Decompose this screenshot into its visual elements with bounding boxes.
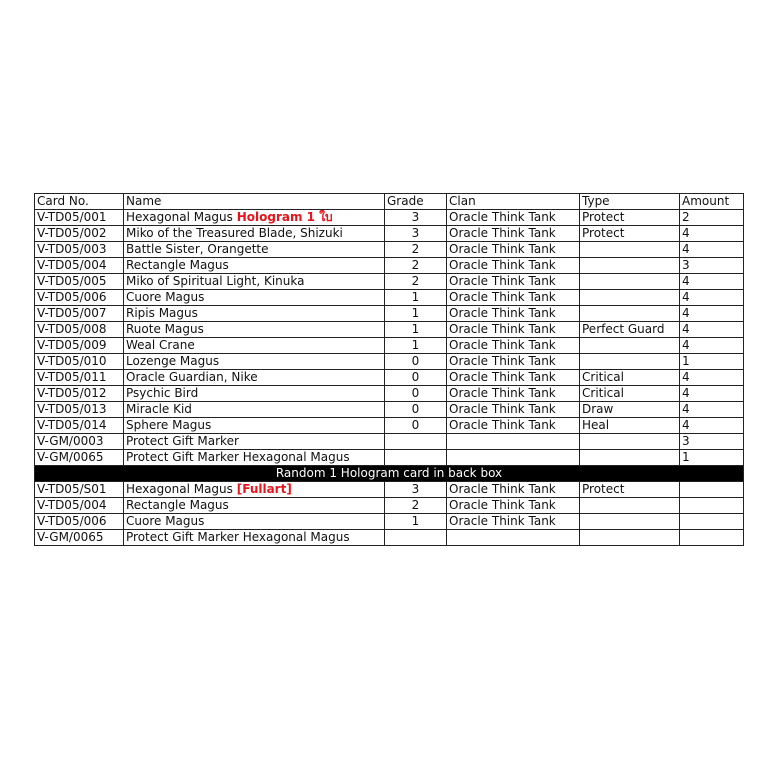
card-name: Miko of Spiritual Light, Kinuka xyxy=(126,274,305,288)
cell-name xyxy=(124,210,385,226)
cell-card-no: V-TD05/013 xyxy=(35,402,124,418)
cell-grade xyxy=(385,530,447,546)
banner-text: Random 1 Hologram card in back box xyxy=(35,466,744,482)
cell-name xyxy=(124,306,385,322)
card-name: Rectangle Magus xyxy=(126,258,229,272)
cell-clan: Oracle Think Tank xyxy=(447,338,580,354)
cell-name xyxy=(124,338,385,354)
cell-card-no: V-TD05/012 xyxy=(35,386,124,402)
cell-grade: 0 xyxy=(385,386,447,402)
table-row xyxy=(35,226,744,242)
cell-amount: 4 xyxy=(680,386,744,402)
cell-name xyxy=(124,274,385,290)
highlight-label: Hologram 1 ใบ xyxy=(236,210,333,224)
cell-clan xyxy=(447,450,580,466)
cell-amount xyxy=(680,514,744,530)
cell-name xyxy=(124,402,385,418)
card-name: Miracle Kid xyxy=(126,402,192,416)
cell-amount: 3 xyxy=(680,434,744,450)
cell-amount: 2 xyxy=(680,210,744,226)
cell-grade: 0 xyxy=(385,402,447,418)
card-name: Hexagonal Magus xyxy=(126,482,233,496)
cell-amount: 4 xyxy=(680,338,744,354)
table-row xyxy=(35,306,744,322)
cell-grade: 3 xyxy=(385,210,447,226)
header-grade: Grade xyxy=(385,194,447,210)
cell-name xyxy=(124,242,385,258)
table-row xyxy=(35,450,744,466)
cell-clan: Oracle Think Tank xyxy=(447,482,580,498)
table-row xyxy=(35,498,744,514)
cell-name xyxy=(124,354,385,370)
table-row xyxy=(35,258,744,274)
cell-grade: 2 xyxy=(385,498,447,514)
cell-amount: 4 xyxy=(680,402,744,418)
cell-type xyxy=(580,354,680,370)
cell-name xyxy=(124,322,385,338)
cell-name xyxy=(124,290,385,306)
cell-type: Critical xyxy=(580,386,680,402)
cell-amount: 4 xyxy=(680,370,744,386)
cell-grade: 0 xyxy=(385,418,447,434)
cell-grade: 2 xyxy=(385,258,447,274)
cell-type xyxy=(580,530,680,546)
cell-type: Protect xyxy=(580,210,680,226)
cell-amount: 4 xyxy=(680,290,744,306)
cell-type xyxy=(580,242,680,258)
cell-card-no: V-TD05/004 xyxy=(35,498,124,514)
header-card-no: Card No. xyxy=(35,194,124,210)
cell-clan: Oracle Think Tank xyxy=(447,386,580,402)
cell-type: Perfect Guard xyxy=(580,322,680,338)
cell-grade xyxy=(385,434,447,450)
cell-type xyxy=(580,498,680,514)
cell-card-no: V-TD05/001 xyxy=(35,210,124,226)
cell-amount xyxy=(680,482,744,498)
cell-amount xyxy=(680,530,744,546)
cell-card-no: V-TD05/006 xyxy=(35,514,124,530)
card-name: Cuore Magus xyxy=(126,290,205,304)
cell-grade: 1 xyxy=(385,338,447,354)
header-name: Name xyxy=(124,194,385,210)
card-name: Ruote Magus xyxy=(126,322,204,336)
card-name: Sphere Magus xyxy=(126,418,212,432)
table-row xyxy=(35,290,744,306)
cell-type: Protect xyxy=(580,226,680,242)
cell-type xyxy=(580,338,680,354)
cell-clan: Oracle Think Tank xyxy=(447,322,580,338)
cell-card-no: V-TD05/009 xyxy=(35,338,124,354)
cell-name xyxy=(124,450,385,466)
card-name: Protect Gift Marker xyxy=(126,434,239,448)
cell-name xyxy=(124,482,385,498)
cell-amount: 4 xyxy=(680,322,744,338)
table-row xyxy=(35,402,744,418)
cell-grade: 1 xyxy=(385,306,447,322)
cell-amount: 4 xyxy=(680,226,744,242)
card-name: Weal Crane xyxy=(126,338,195,352)
table-row xyxy=(35,338,744,354)
cell-grade: 1 xyxy=(385,322,447,338)
cell-name xyxy=(124,370,385,386)
cell-type xyxy=(580,514,680,530)
cell-amount: 1 xyxy=(680,354,744,370)
cell-card-no: V-TD05/011 xyxy=(35,370,124,386)
cell-name xyxy=(124,226,385,242)
cell-card-no: V-TD05/005 xyxy=(35,274,124,290)
cell-card-no: V-TD05/S01 xyxy=(35,482,124,498)
cell-clan: Oracle Think Tank xyxy=(447,370,580,386)
cell-name xyxy=(124,530,385,546)
table-row xyxy=(35,514,744,530)
cell-name xyxy=(124,418,385,434)
cell-amount xyxy=(680,498,744,514)
cell-name xyxy=(124,386,385,402)
header-row xyxy=(35,194,744,210)
table-row xyxy=(35,370,744,386)
cell-grade: 3 xyxy=(385,226,447,242)
cell-clan: Oracle Think Tank xyxy=(447,402,580,418)
table-row xyxy=(35,242,744,258)
table-row xyxy=(35,210,744,226)
cell-type: Draw xyxy=(580,402,680,418)
card-name: Battle Sister, Orangette xyxy=(126,242,269,256)
cell-name xyxy=(124,258,385,274)
header-clan: Clan xyxy=(447,194,580,210)
cell-clan: Oracle Think Tank xyxy=(447,226,580,242)
table-row xyxy=(35,482,744,498)
cell-card-no: V-TD05/006 xyxy=(35,290,124,306)
cell-type xyxy=(580,258,680,274)
cell-amount: 4 xyxy=(680,274,744,290)
cell-amount: 3 xyxy=(680,258,744,274)
cell-grade: 0 xyxy=(385,370,447,386)
cell-card-no: V-TD05/007 xyxy=(35,306,124,322)
table-row xyxy=(35,530,744,546)
cell-card-no: V-GM/0065 xyxy=(35,450,124,466)
cell-clan: Oracle Think Tank xyxy=(447,354,580,370)
cell-clan: Oracle Think Tank xyxy=(447,290,580,306)
cell-type: Critical xyxy=(580,370,680,386)
cell-grade xyxy=(385,450,447,466)
cell-type xyxy=(580,434,680,450)
cell-amount: 4 xyxy=(680,418,744,434)
cell-amount: 4 xyxy=(680,306,744,322)
cell-card-no: V-GM/0065 xyxy=(35,530,124,546)
cell-type: Heal xyxy=(580,418,680,434)
cell-card-no: V-GM/0003 xyxy=(35,434,124,450)
cell-type xyxy=(580,274,680,290)
cell-card-no: V-TD05/008 xyxy=(35,322,124,338)
card-name: Ripis Magus xyxy=(126,306,198,320)
cell-clan: Oracle Think Tank xyxy=(447,306,580,322)
cell-name xyxy=(124,514,385,530)
banner-row xyxy=(35,466,744,482)
cell-type xyxy=(580,450,680,466)
card-name: Miko of the Treasured Blade, Shizuki xyxy=(126,226,343,240)
table-row xyxy=(35,418,744,434)
cell-clan: Oracle Think Tank xyxy=(447,258,580,274)
header-type: Type xyxy=(580,194,680,210)
header-amount: Amount xyxy=(680,194,744,210)
cell-clan: Oracle Think Tank xyxy=(447,210,580,226)
table-row xyxy=(35,322,744,338)
cell-amount: 1 xyxy=(680,450,744,466)
cell-grade: 2 xyxy=(385,242,447,258)
cell-card-no: V-TD05/002 xyxy=(35,226,124,242)
table-row xyxy=(35,274,744,290)
cell-grade: 2 xyxy=(385,274,447,290)
cell-card-no: V-TD05/010 xyxy=(35,354,124,370)
cell-card-no: V-TD05/004 xyxy=(35,258,124,274)
cell-clan: Oracle Think Tank xyxy=(447,514,580,530)
cell-clan xyxy=(447,530,580,546)
cell-grade: 0 xyxy=(385,354,447,370)
cell-clan: Oracle Think Tank xyxy=(447,418,580,434)
card-name: Lozenge Magus xyxy=(126,354,220,368)
table-row xyxy=(35,434,744,450)
highlight-label: [Fullart] xyxy=(236,482,292,496)
cell-amount: 4 xyxy=(680,242,744,258)
card-name: Psychic Bird xyxy=(126,386,199,400)
cell-card-no: V-TD05/003 xyxy=(35,242,124,258)
cell-clan: Oracle Think Tank xyxy=(447,498,580,514)
cell-clan: Oracle Think Tank xyxy=(447,242,580,258)
card-name: Protect Gift Marker Hexagonal Magus xyxy=(126,450,350,464)
cell-type xyxy=(580,306,680,322)
cell-name xyxy=(124,434,385,450)
cell-name xyxy=(124,498,385,514)
cell-type: Protect xyxy=(580,482,680,498)
cell-clan xyxy=(447,434,580,450)
card-name: Oracle Guardian, Nike xyxy=(126,370,258,384)
cell-grade: 1 xyxy=(385,290,447,306)
table-row xyxy=(35,386,744,402)
cell-type xyxy=(580,290,680,306)
card-list-table xyxy=(34,193,744,546)
cell-card-no: V-TD05/014 xyxy=(35,418,124,434)
card-name: Rectangle Magus xyxy=(126,498,229,512)
card-name: Hexagonal Magus xyxy=(126,210,233,224)
card-name: Cuore Magus xyxy=(126,514,205,528)
cell-grade: 1 xyxy=(385,514,447,530)
cell-clan: Oracle Think Tank xyxy=(447,274,580,290)
cell-grade: 3 xyxy=(385,482,447,498)
table-row xyxy=(35,354,744,370)
card-name: Protect Gift Marker Hexagonal Magus xyxy=(126,530,350,544)
